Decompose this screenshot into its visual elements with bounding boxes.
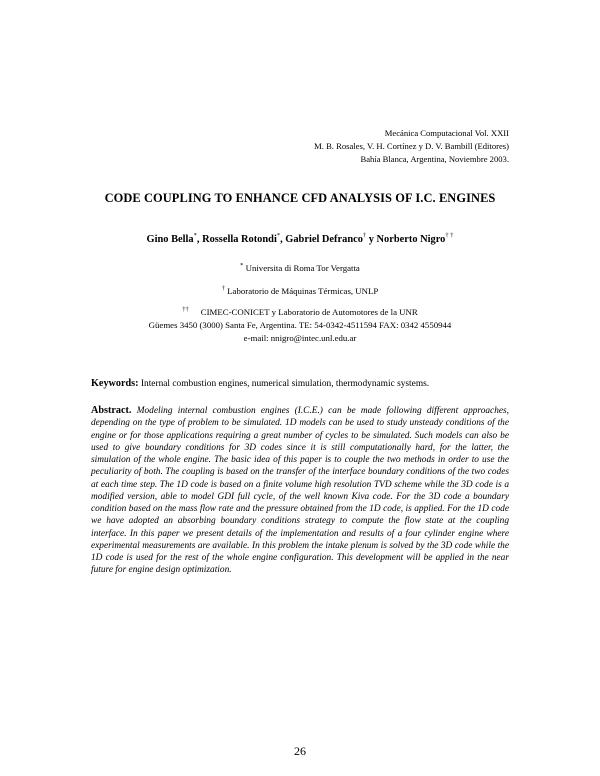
page-number: 26 (294, 744, 306, 758)
keywords-section (91, 378, 429, 389)
author-name: Rossella Rotondi (202, 234, 277, 245)
abstract-section (91, 405, 509, 577)
affiliation-text: Universita di Roma Tor Vergatta (245, 263, 360, 273)
affiliation-text: CIMEC-CONICET y Laboratorio de Automotores de la UNR (200, 307, 418, 317)
abstract-text: Modeling internal combustion engines (I.C.E.) can be made following different approaches, depending on the type of problem to be simulated. 1D models can be used to study unsteady conditions of the engine or for those applications requiring a great number of cycles to be simulated. Such models can also be used to give boundary conditions for 3D codes since it is still computationally hard, for the latter, the simulation of the whole engine. The basic idea of this paper is to couple the two methods in order to use the peculiarity of both. The coupling is based on the transfer of the interface boundary conditions of the two codes at each time step. The 1D code is based on a finite volume high resolution TVD scheme while the 3D code is a modified version, able to model GDI full cycle, of the well known Kiva code. For the 3D code a boundary condition based on the mass flow rate and the pressure obtained from the 1D code, is applied. For the 1D code we have adopted an absorbing boundary conditions strategy to compute the flow state at the coupling interface. In this paper we present details of the implementation and results of a four cylinder engine where experimental measurements are available. In this problem the intake plenum is solved by the 3D code while the 1D code is used for the rest of the whole engine configuration. This development will be applied in the near future for engine design optimization. (91, 406, 509, 576)
affiliation-mark: * (240, 262, 244, 269)
author-mark: † (362, 232, 367, 239)
author-mark: † † (445, 232, 454, 239)
author-separator: , (196, 234, 203, 245)
author-mark: * (193, 232, 197, 239)
author-separator: , (280, 234, 286, 245)
keywords-label: Keywords: (91, 378, 139, 389)
affiliation-line-1 (0, 306, 600, 319)
paper-title: CODE COUPLING TO ENHANCE CFD ANALYSIS OF I.C. ENGINES (104, 191, 496, 205)
author-list (0, 234, 600, 245)
affiliation-2 (0, 285, 600, 298)
affiliation-text: Laboratorio de Máquinas Térmicas, UNLP (227, 286, 379, 296)
header-journal-name: Mecánica Computacional Vol. XXII (384, 128, 509, 138)
author-mark: * (276, 232, 281, 239)
keywords-text: Internal combustion engines, numerical simulation, thermodynamic systems. (140, 379, 430, 389)
affiliation-email[interactable]: e-mail: nnigro@intec.unl.edu.ar (243, 333, 357, 343)
affiliation-mark: † (221, 285, 225, 292)
affiliation-address: Güemes 3450 (3000) Santa Fe, Argentina. TE: 54-0342-4511594 FAX: 0342 4550944 (148, 320, 452, 330)
author-name: Norberto Nigro (376, 234, 446, 245)
journal-header (314, 127, 509, 166)
affiliation-3 (0, 306, 600, 345)
author-name: Gino Bella (146, 234, 194, 245)
header-editors: M. B. Rosales, V. H. Cortínez y D. V. Bambill (Editores) (314, 141, 509, 151)
author-name: Gabriel Defranco (285, 234, 363, 245)
author-separator: y (366, 234, 377, 245)
affiliation-mark: †† (182, 306, 189, 313)
header-location-date: Bahía Blanca, Argentina, Noviembre 2003. (360, 154, 509, 164)
abstract-label: Abstract. (91, 405, 132, 416)
affiliation-1 (0, 262, 600, 275)
